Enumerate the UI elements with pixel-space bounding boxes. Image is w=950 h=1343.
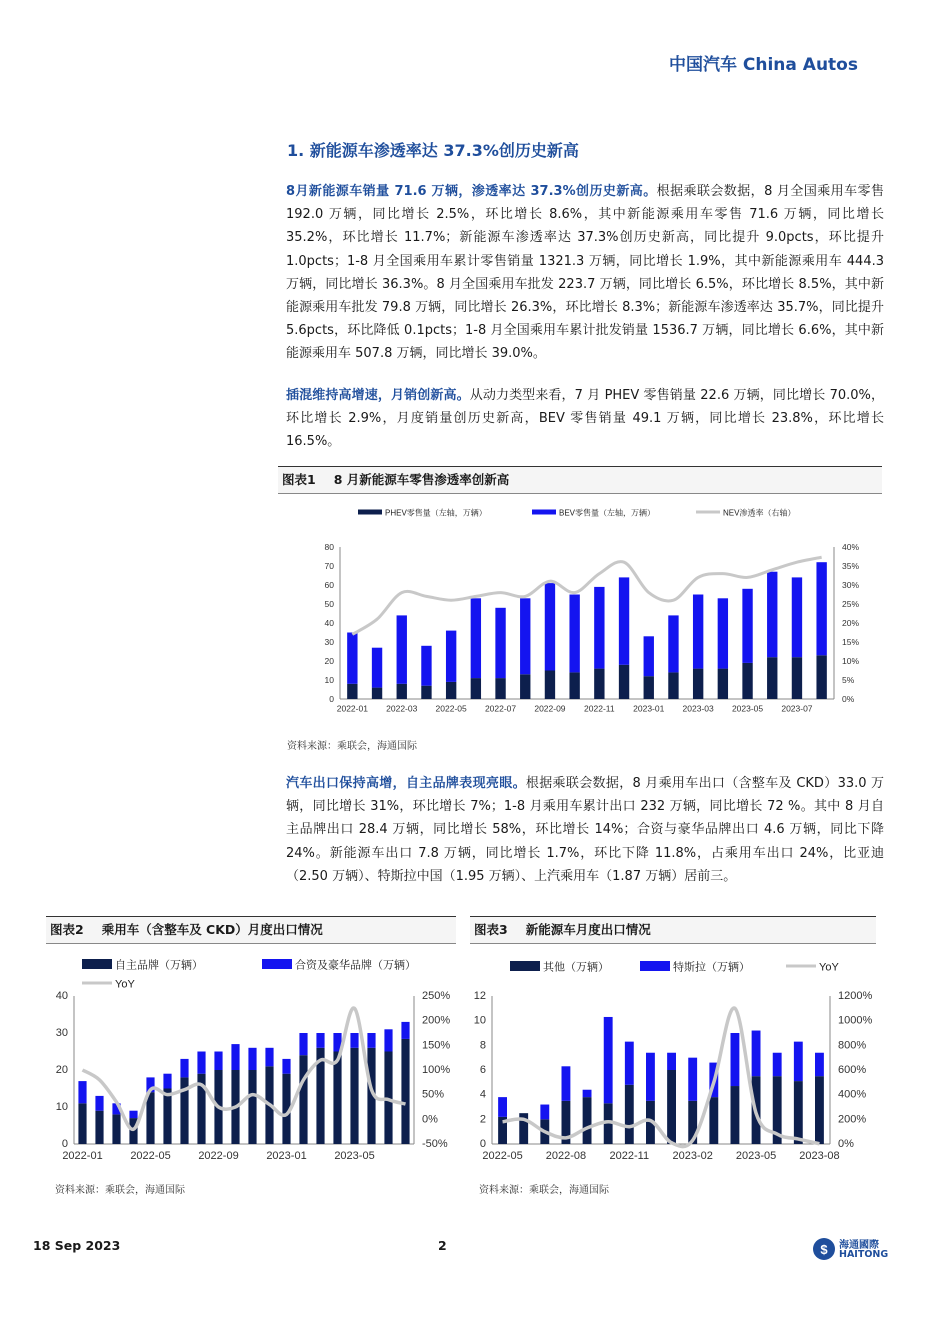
x-tick-label: 2022-11 xyxy=(584,703,615,714)
bar-segment-15-b xyxy=(693,595,703,669)
bar-segment-16-a xyxy=(718,669,728,699)
bar-segment-1-a xyxy=(347,684,357,699)
bar-segment-13-b xyxy=(644,636,654,676)
y-tick-label: 70 xyxy=(324,561,334,571)
bar-segment-6-b xyxy=(471,598,481,678)
figure-2-source: 资料来源：乘联会，海通国际 xyxy=(55,1185,185,1196)
bar-segment-11-b xyxy=(248,1048,256,1070)
bar-segment-4-b xyxy=(421,646,431,686)
x-tick-label: 2022-05 xyxy=(130,1150,171,1162)
logo-text-en: HAITONG xyxy=(839,1249,889,1260)
bar-segment-14-a xyxy=(668,672,678,699)
figure-3-header xyxy=(470,916,876,944)
bar-segment-11-a xyxy=(594,669,604,699)
bar-segment-7-b xyxy=(180,1059,188,1078)
figure-3-source: 资料来源：乘联会，海通国际 xyxy=(479,1185,609,1196)
bar-segment-13-b xyxy=(282,1059,290,1074)
figure-title: 乘用车（含整车及 CKD）月度出口情况 xyxy=(101,922,323,937)
bar-segment-5-a xyxy=(146,1092,154,1144)
y-tick-label: 50 xyxy=(324,599,334,609)
bar-segment-9-b xyxy=(667,1053,676,1070)
bar-segment-6-a xyxy=(471,678,481,699)
y-tick-label: 40 xyxy=(55,990,68,1002)
paragraph-body: 根据乘联会数据，8 月乘用车出口（含整车及 CKD）33.0 万辆，同比增长 31%，环比增长 7%；1-8 月乘用车累计出口 232 万辆，同比增长 72 %。其中 8 月自主品牌出口 28.4 万辆，同比增长 58%，环比增长 14%；合资与豪华品牌出口 4.6 万辆，同比下降 24%。新能源车出口 7.8 万辆，同比增长 1.7%，环比下降 11.8%，占乘用车出口 24%，比亚迪（2.50 万辆）、特斯拉中国（1.95 万辆）、上汽乘用车（1.87 万辆）居前三。 xyxy=(286,776,884,884)
bar-segment-7-b xyxy=(625,1042,634,1085)
bar-segment-14-b xyxy=(668,615,678,672)
y-tick-label: 10 xyxy=(473,1014,486,1027)
figure-1-header xyxy=(278,466,882,494)
paragraph-lead: 汽车出口保持高增，自主品牌表现亮眼。 xyxy=(286,776,526,791)
figure-1-source: 资料来源：乘联会，海通国际 xyxy=(287,741,417,752)
y2-tick-label: 600% xyxy=(838,1064,867,1076)
y2-tick-label: 200% xyxy=(838,1113,867,1126)
bar-segment-3-a xyxy=(112,1114,120,1144)
nev-export-chart xyxy=(470,946,876,1172)
bar-segment-10-b xyxy=(569,595,579,673)
bar-segment-12-b xyxy=(265,1048,273,1067)
bar-segment-17-b xyxy=(742,589,752,663)
bar-segment-3-a xyxy=(397,684,407,699)
bar-segment-12-a xyxy=(731,1086,740,1144)
y-tick-label: 30 xyxy=(55,1027,68,1039)
y2-tick-label: 1200% xyxy=(838,990,873,1002)
legend-swatch xyxy=(532,510,556,515)
y2-tick-label: 30% xyxy=(842,580,860,590)
bar-segment-6-b xyxy=(604,1017,613,1103)
legend-label: 自主品牌（万辆） xyxy=(115,959,203,972)
legend-swatch xyxy=(640,961,670,971)
bar-segment-10-b xyxy=(231,1044,239,1070)
figure-title: 8 月新能源车零售渗透率创新高 xyxy=(333,472,510,487)
bar-segment-11-a xyxy=(709,1097,718,1144)
bar-segment-17-a xyxy=(350,1048,358,1144)
bar-segment-17-a xyxy=(742,663,752,699)
bar-segment-5-a xyxy=(446,682,456,699)
bar-segment-2-a xyxy=(372,688,382,699)
figure-title: 新能源车月度出口情况 xyxy=(525,922,651,937)
y-tick-label: 8 xyxy=(479,1039,486,1052)
y2-tick-label: 100% xyxy=(422,1064,451,1076)
y-tick-label: 20 xyxy=(55,1064,68,1076)
bar-segment-15-b xyxy=(794,1042,803,1081)
legend-label: PHEV零售量（左轴，万辆） xyxy=(385,508,487,518)
y2-tick-label: 1000% xyxy=(838,1014,873,1027)
x-tick-label: 2022-07 xyxy=(484,703,517,714)
bar-segment-1-b xyxy=(347,633,357,684)
y-tick-label: 0 xyxy=(61,1138,68,1150)
bar-segment-10-b xyxy=(688,1058,697,1101)
bar-segment-9-a xyxy=(545,671,555,700)
y2-tick-label: 250% xyxy=(422,990,451,1002)
y-tick-label: 20 xyxy=(324,656,334,666)
bar-segment-15-a xyxy=(693,669,703,699)
figure-number: 图表1 xyxy=(282,472,316,487)
bar-segment-19-a xyxy=(792,657,802,699)
x-tick-label: 2022-11 xyxy=(609,1150,650,1162)
y2-tick-label: 40% xyxy=(842,542,860,552)
y-tick-label: 4 xyxy=(479,1088,486,1101)
y2-tick-label: 35% xyxy=(842,561,860,571)
bar-segment-4-a xyxy=(421,686,431,699)
bar-segment-3-b xyxy=(540,1105,549,1120)
x-tick-label: 2023-05 xyxy=(731,703,764,714)
bar-segment-1-b xyxy=(78,1081,86,1103)
bar-segment-18-a xyxy=(767,657,777,699)
nev-retail-chart xyxy=(278,497,882,725)
bar-segment-15-b xyxy=(316,1033,324,1048)
bar-segment-5-a xyxy=(583,1097,592,1144)
bar-segment-13-b xyxy=(752,1031,761,1077)
footer-date: 18 Sep 2023 xyxy=(33,1238,121,1253)
paragraph-lead: 插混维持高增速，月销创新高。 xyxy=(286,388,470,403)
legend-label: BEV零售量（左轴，万辆） xyxy=(559,508,656,518)
x-tick-label: 2022-09 xyxy=(534,703,566,714)
bar-segment-2-a xyxy=(95,1111,103,1144)
x-tick-label: 2022-08 xyxy=(545,1150,587,1162)
x-tick-label: 2023-01 xyxy=(266,1150,307,1162)
bar-segment-4-b xyxy=(129,1111,137,1118)
legend-swatch xyxy=(358,510,382,515)
bar-segment-7-a xyxy=(495,678,505,699)
bar-segment-20-b xyxy=(816,562,826,655)
bar-segment-16-b xyxy=(815,1053,824,1076)
bar-segment-18-b xyxy=(367,1033,375,1048)
bar-segment-5-b xyxy=(583,1090,592,1097)
y2-tick-label: 10% xyxy=(842,656,860,666)
bar-segment-14-a xyxy=(299,1055,307,1144)
y2-tick-label: 150% xyxy=(422,1039,451,1052)
bar-segment-3-b xyxy=(397,615,407,683)
legend-label: 特斯拉（万辆） xyxy=(673,961,750,974)
y-tick-label: 10 xyxy=(324,675,334,685)
haitong-logo xyxy=(811,1236,901,1264)
y2-tick-label: 50% xyxy=(422,1088,445,1101)
y-tick-label: 40 xyxy=(324,618,334,628)
bar-segment-6-a xyxy=(163,1089,171,1145)
y-tick-label: 2 xyxy=(479,1113,486,1126)
x-tick-label: 2023-03 xyxy=(682,703,714,714)
bar-segment-5-b xyxy=(446,631,456,682)
y-tick-label: 0 xyxy=(479,1138,486,1150)
bar-segment-20-a xyxy=(816,655,826,699)
x-tick-label: 2023-05 xyxy=(735,1150,777,1162)
legend-label: YoY xyxy=(115,978,135,991)
x-tick-label: 2022-05 xyxy=(482,1150,523,1162)
bar-segment-11-a xyxy=(248,1070,256,1144)
passenger-car-export-chart xyxy=(46,946,456,1172)
bar-segment-16-b xyxy=(718,598,728,668)
x-tick-label: 2022-05 xyxy=(435,703,467,714)
y-tick-label: 0 xyxy=(329,694,334,704)
bar-segment-9-a xyxy=(667,1070,676,1144)
section-title: 1. 新能源车渗透率达 37.3%创历史新高 xyxy=(287,141,579,160)
legend-swatch xyxy=(82,959,112,969)
y2-tick-label: 20% xyxy=(842,618,860,628)
y2-tick-label: 5% xyxy=(842,675,855,685)
x-tick-label: 2023-01 xyxy=(633,703,665,714)
figure-2-header xyxy=(46,916,456,944)
paragraph-lead: 8月新能源车销量 71.6 万辆，渗透率达 37.3%创历史新高。 xyxy=(286,184,657,199)
y-tick-label: 6 xyxy=(479,1064,486,1076)
paragraph-phev xyxy=(286,384,884,454)
bar-segment-8-a xyxy=(520,674,530,699)
logo-text-cn: 海通國際 xyxy=(839,1240,879,1251)
legend-swatch xyxy=(262,959,292,969)
bar-segment-16-a xyxy=(815,1076,824,1144)
x-tick-label: 2023-02 xyxy=(672,1150,713,1162)
paragraph-body: 从动力类型来看，7 月 PHEV 零售销量 22.6 万辆，同比增长 70.0%，环比增长 2.9%，月度销量创历史新高，BEV 零售销量 49.1 万辆，同比增长 23.8%，环比增长 16.5%。 xyxy=(286,388,884,450)
bar-segment-1-b xyxy=(498,1097,507,1117)
paragraph-body: 根据乘联会数据，8 月全国乘用车零售 192.0 万辆，同比增长 2.5%，环比增长 8.6%，其中新能源乘用车零售 71.6 万辆，同比增长 35.2%，环比增长 11.7%；新能源车渗透率达 37.3%创历史新高，同比提升 9.0pcts，环比提升 1.0pcts；1-8 月全国乘用车累计零售销量 1321.3 万辆，同比增长 1.9%，其中新能源乘用车 444.3 万辆，同比增长 36.3%。8 月全国乘用车批发 223.7 万辆，同比增长 6.5%，环比增长 8.5%，其中新能源乘用车批发 79.8 万辆，同比增长 26.3%，环比增长 8.3%；新能源车渗透率达 35.7%，同比提升 5.6pcts，环比降低 0.1pcts；1-8 月全国乘用车累计批发销量 1536.7 万辆，同比增长 6.6%，其中新能源乘用车 507.8 万辆，同比增长 39.0%。 xyxy=(286,184,884,362)
figure-number: 图表2 xyxy=(50,922,84,937)
bar-segment-2-b xyxy=(372,648,382,688)
yoy-line xyxy=(503,1008,820,1147)
y2-tick-label: 400% xyxy=(838,1088,867,1101)
y-tick-label: 12 xyxy=(473,990,486,1002)
figure-number: 图表3 xyxy=(474,922,508,937)
legend-label: 合资及豪华品牌（万辆） xyxy=(295,959,416,972)
y2-tick-label: -50% xyxy=(422,1138,448,1150)
bar-segment-13-a xyxy=(644,676,654,699)
y2-tick-label: 800% xyxy=(838,1039,867,1052)
y2-tick-label: 0% xyxy=(422,1113,438,1126)
bar-segment-11-b xyxy=(594,587,604,669)
bar-segment-16-a xyxy=(333,1052,341,1145)
y2-tick-label: 0% xyxy=(842,694,855,704)
svg-text:$: $ xyxy=(820,1242,828,1257)
x-tick-label: 2022-01 xyxy=(62,1150,103,1162)
legend-label: YoY xyxy=(819,961,839,974)
x-tick-label: 2023-07 xyxy=(781,703,813,714)
y-tick-label: 60 xyxy=(324,580,334,590)
bar-segment-7-b xyxy=(495,608,505,678)
footer-page-number: 2 xyxy=(438,1238,447,1253)
bar-segment-8-b xyxy=(646,1053,655,1101)
bar-segment-4-b xyxy=(562,1066,571,1101)
x-tick-label: 2022-09 xyxy=(198,1150,239,1162)
bar-segment-12-a xyxy=(619,665,629,699)
paragraph-nev-sales xyxy=(286,180,884,366)
y-tick-label: 30 xyxy=(324,637,334,647)
y2-tick-label: 0% xyxy=(838,1138,854,1150)
bar-segment-9-b xyxy=(545,583,555,670)
bar-segment-7-a xyxy=(625,1085,634,1144)
legend-swatch xyxy=(510,961,540,971)
bar-segment-15-a xyxy=(794,1081,803,1144)
bar-segment-14-b xyxy=(773,1053,782,1076)
x-tick-label: 2022-03 xyxy=(386,703,418,714)
y-tick-label: 10 xyxy=(55,1101,68,1113)
legend-label: 其他（万辆） xyxy=(543,961,609,974)
bar-segment-17-b xyxy=(350,1033,358,1048)
bar-segment-19-b xyxy=(384,1029,392,1051)
bar-segment-2-b xyxy=(95,1096,103,1111)
y-tick-label: 80 xyxy=(324,542,334,552)
bar-segment-1-a xyxy=(78,1103,86,1144)
y2-tick-label: 15% xyxy=(842,637,860,647)
bar-segment-14-b xyxy=(299,1033,307,1055)
bar-segment-6-b xyxy=(163,1074,171,1089)
bar-segment-12-b xyxy=(731,1033,740,1086)
paragraph-exports xyxy=(286,772,884,888)
legend-label: NEV渗透率（右轴） xyxy=(723,508,796,518)
bar-segment-8-b xyxy=(520,598,530,674)
bar-segment-18-b xyxy=(767,572,777,658)
bar-segment-10-a xyxy=(569,672,579,699)
bar-segment-20-b xyxy=(401,1022,409,1039)
y2-tick-label: 25% xyxy=(842,599,860,609)
report-header-title: 中国汽车 China Autos xyxy=(668,55,858,75)
bar-segment-12-b xyxy=(619,577,629,664)
bar-segment-19-b xyxy=(792,577,802,657)
x-tick-label: 2023-08 xyxy=(799,1150,840,1162)
x-tick-label: 2023-05 xyxy=(334,1150,375,1162)
y2-tick-label: 200% xyxy=(422,1014,451,1027)
x-tick-label: 2022-01 xyxy=(336,703,368,714)
bar-segment-9-b xyxy=(214,1052,222,1071)
bar-segment-8-b xyxy=(197,1052,205,1074)
bar-segment-20-a xyxy=(401,1039,409,1144)
